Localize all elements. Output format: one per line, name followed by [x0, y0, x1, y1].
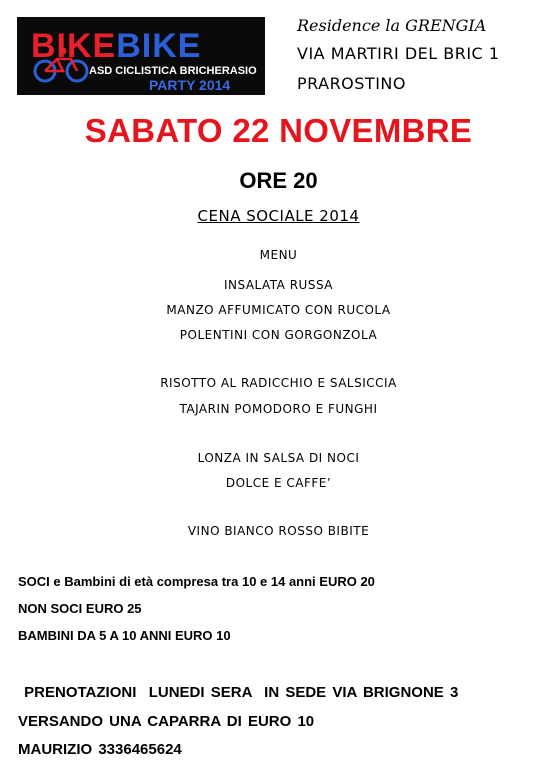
venue-street: VIA MARTIRI DEL BRIC 1: [297, 44, 500, 63]
venue-name: Residence la GRENGIA: [297, 16, 487, 35]
menu-item: TAJARIN POMODORO E FUNGHI: [179, 402, 378, 416]
logo-title: [31, 29, 201, 63]
menu-item: INSALATA RUSSA: [223, 278, 333, 292]
menu-item: LONZA IN SALSA DI NOCI: [197, 451, 360, 465]
booking-deposit: VERSANDO UNA CAPARRA DI EURO 10: [18, 713, 315, 730]
logo-title-blue: BIKE: [116, 27, 202, 65]
menu-item: VINO BIANCO ROSSO BIBITE: [187, 524, 370, 538]
event-time: ORE 20: [239, 168, 318, 193]
event-logo: [17, 17, 265, 95]
booking-info: PRENOTAZIONI LUNEDI SERA IN SEDE VIA BRIGNONE 3: [18, 684, 459, 701]
logo-subtitle: ASD CICLISTICA BRICHERASIO: [89, 65, 257, 77]
menu-item: POLENTINI CON GORGONZOLA: [179, 328, 378, 342]
logo-party-label: PARTY 2014: [149, 77, 231, 93]
menu-item: DOLCE E CAFFE’: [225, 476, 332, 490]
event-date: SABATO 22 NOVEMBRE: [84, 112, 473, 149]
menu-item: MANZO AFFUMICATO CON RUCOLA: [166, 303, 391, 317]
price-line-members: SOCI e Bambini di età compresa tra 10 e 14 anni EURO 20: [18, 574, 375, 589]
event-name: CENA SOCIALE 2014: [197, 207, 360, 225]
price-line-children: BAMBINI DA 5 A 10 ANNI EURO 10: [18, 628, 231, 643]
menu-item: RISOTTO AL RADICCHIO E SALSICCIA: [160, 376, 397, 390]
menu-heading: MENU: [259, 248, 298, 262]
booking-contact: MAURIZIO 3336465624: [18, 741, 182, 758]
logo-title-red: BIKE: [31, 27, 117, 65]
venue-town: PRAROSTINO: [297, 74, 406, 93]
price-line-non-members: NON SOCI EURO 25: [18, 601, 142, 616]
